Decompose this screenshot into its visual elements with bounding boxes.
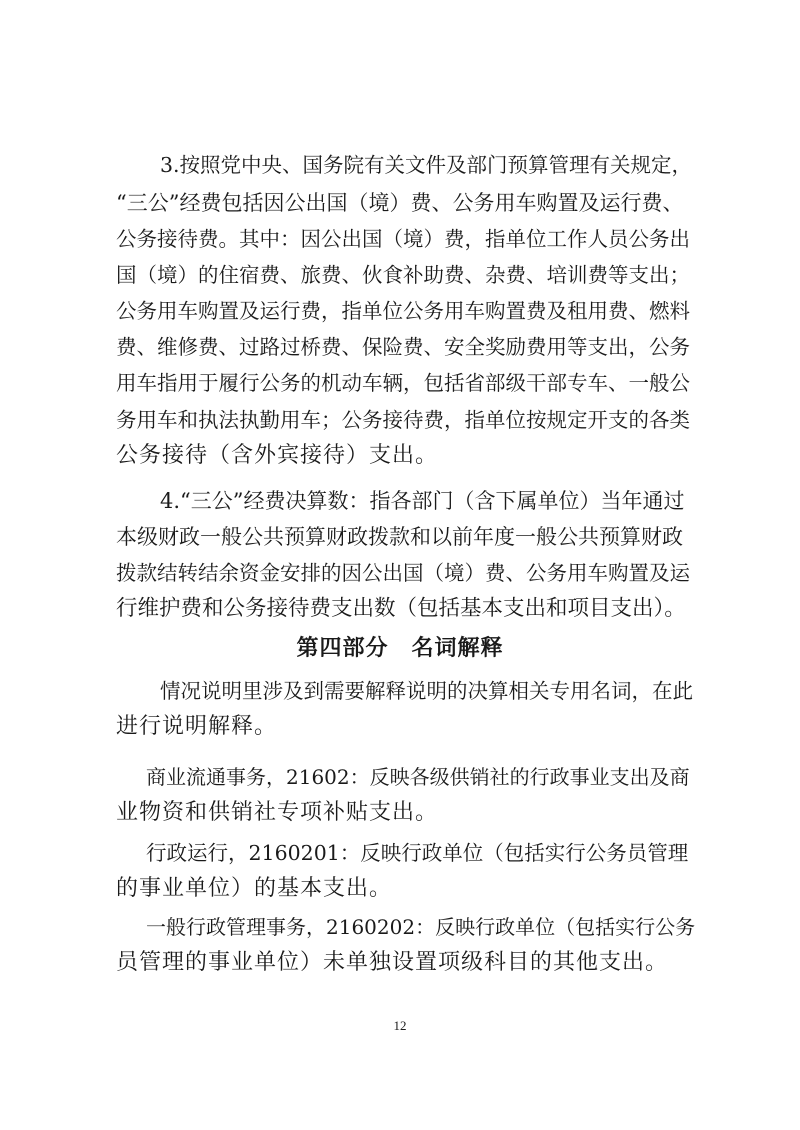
paragraph-3-line-3: 公务接待费。其中：因公出国（境）费，指单位工作人员公务出 xyxy=(116,227,690,251)
paragraph-3-line-2: “三公”经费包括因公出国（境）费、公务用车购置及运行费、 xyxy=(116,191,684,215)
paragraph-3-line-6: 费、维修费、过路过桥费、保险费、安全奖励费用等支出，公务 xyxy=(116,335,690,359)
page-number: 12 xyxy=(393,1018,407,1033)
paragraph-4-line-4: 行维护费和公务接待费支出数（包括基本支出和项目支出）。 xyxy=(116,596,686,621)
paragraph-4-line-1: 4.“三公”经费决算数：指各部门（含下属单位）当年通过 xyxy=(160,489,685,513)
term-commerce-line-1: 商业流通事务，21602：反映各级供销社的行政事业支出及商 xyxy=(146,765,690,789)
intro-line-2: 进行说明解释。 xyxy=(116,714,278,739)
paragraph-3-line-8: 务用车和执法执勤用车；公务接待费，指单位按规定开支的各类 xyxy=(116,408,690,432)
term-general-admin-line-1: 一般行政管理事务，2160202：反映行政单位（包括实行公务 xyxy=(146,915,696,939)
paragraph-4-line-3: 拨款结转结余资金安排的因公出国（境）费、公务用车购置及运 xyxy=(116,561,690,585)
term-commerce-line-2: 业物资和供销社专项补贴支出。 xyxy=(116,800,439,825)
section-heading: 第四部分 名词解释 xyxy=(296,636,504,661)
term-general-admin-line-2: 员管理的事业单位）未单独设置项级科目的其他支出。 xyxy=(116,950,669,975)
intro-line-1: 情况说明里涉及到需要解释说明的决算相关专用名词，在此 xyxy=(160,679,693,703)
term-admin-operation-line-2: 的事业单位）的基本支出。 xyxy=(116,876,393,901)
term-admin-operation-line-1: 行政运行，2160201：反映行政单位（包括实行公务员管理 xyxy=(146,841,689,865)
paragraph-4-line-2: 本级财政一般公共预算财政拨款和以前年度一般公共预算财政 xyxy=(116,525,683,549)
paragraph-3-line-9: 公务接待（含外宾接待）支出。 xyxy=(116,443,439,468)
paragraph-3-line-7: 用车指用于履行公务的机动车辆，包括省部级干部专车、一般公 xyxy=(116,371,690,395)
paragraph-3-line-4: 国（境）的住宿费、旅费、伙食补助费、杂费、培训费等支出； xyxy=(116,263,690,287)
paragraph-3-line-1: 3.按照党中央、国务院有关文件及部门预算管理有关规定， xyxy=(160,153,693,177)
paragraph-3-line-5: 公务用车购置及运行费，指单位公务用车购置费及租用费、燃料 xyxy=(116,299,690,323)
